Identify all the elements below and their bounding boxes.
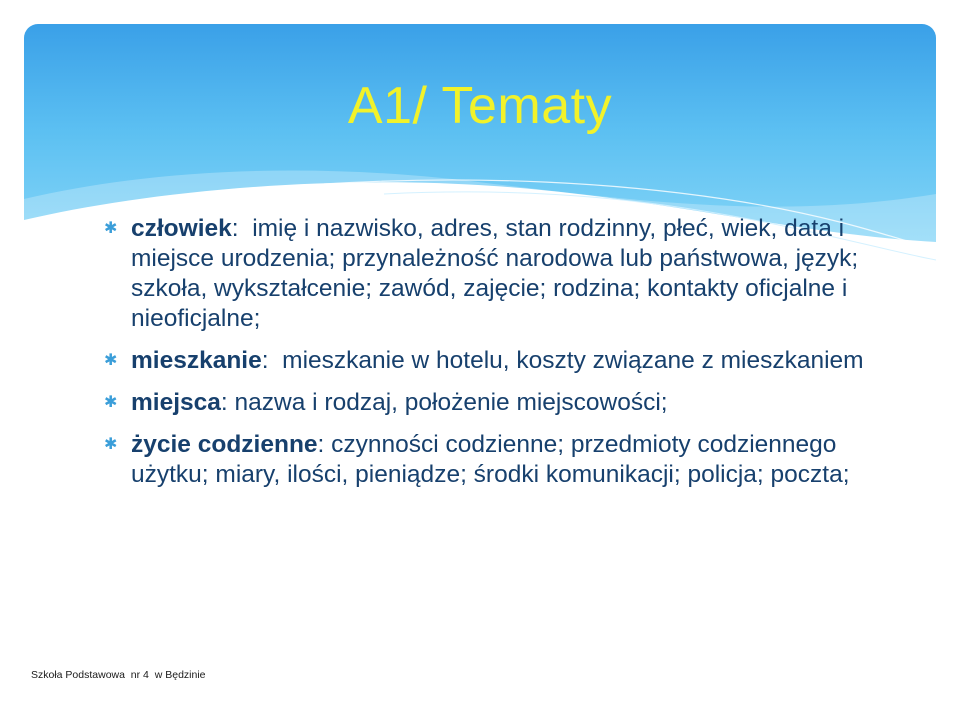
list-item — [104, 388, 864, 418]
item-separator: : — [317, 431, 332, 458]
list-item — [104, 430, 864, 490]
item-text: mieszkanie w hotelu, koszty związane z mieszkaniem — [282, 347, 864, 374]
asterisk-bullet-icon: ✱ — [104, 436, 118, 453]
footer-school-name: Szkoła Podstawowa nr 4 w Będzinie — [31, 669, 206, 681]
item-text: czynności codzienne; przedmioty codziennego użytku; miary, ilości, pieniądze; środki komunikacji; policja; poczta; — [131, 431, 850, 488]
asterisk-bullet-icon: ✱ — [104, 220, 118, 237]
asterisk-bullet-icon: ✱ — [104, 352, 118, 369]
asterisk-bullet-icon: ✱ — [104, 394, 118, 411]
list-item — [104, 214, 864, 334]
item-term: mieszkanie — [131, 347, 262, 374]
list-item — [104, 346, 864, 376]
item-separator: : — [220, 389, 235, 416]
item-text: imię i nazwisko, adres, stan rodzinny, płeć, wiek, data i miejsce urodzenia; przynależność narodowa lub państwowa, język; szkoła, wykształcenie; zawód, zajęcie; rodzina; kontakty oficjalne i nieoficjalne; — [131, 215, 859, 332]
item-term: człowiek — [131, 215, 232, 242]
topic-list — [104, 214, 864, 502]
item-term: życie codzienne — [131, 431, 318, 458]
item-text: nazwa i rodzaj, położenie miejscowości; — [234, 389, 668, 416]
item-separator: : — [261, 347, 283, 374]
item-separator: : — [231, 215, 253, 242]
slide-title: A1/ Tematy — [347, 77, 613, 135]
item-term: miejsca — [131, 389, 221, 416]
